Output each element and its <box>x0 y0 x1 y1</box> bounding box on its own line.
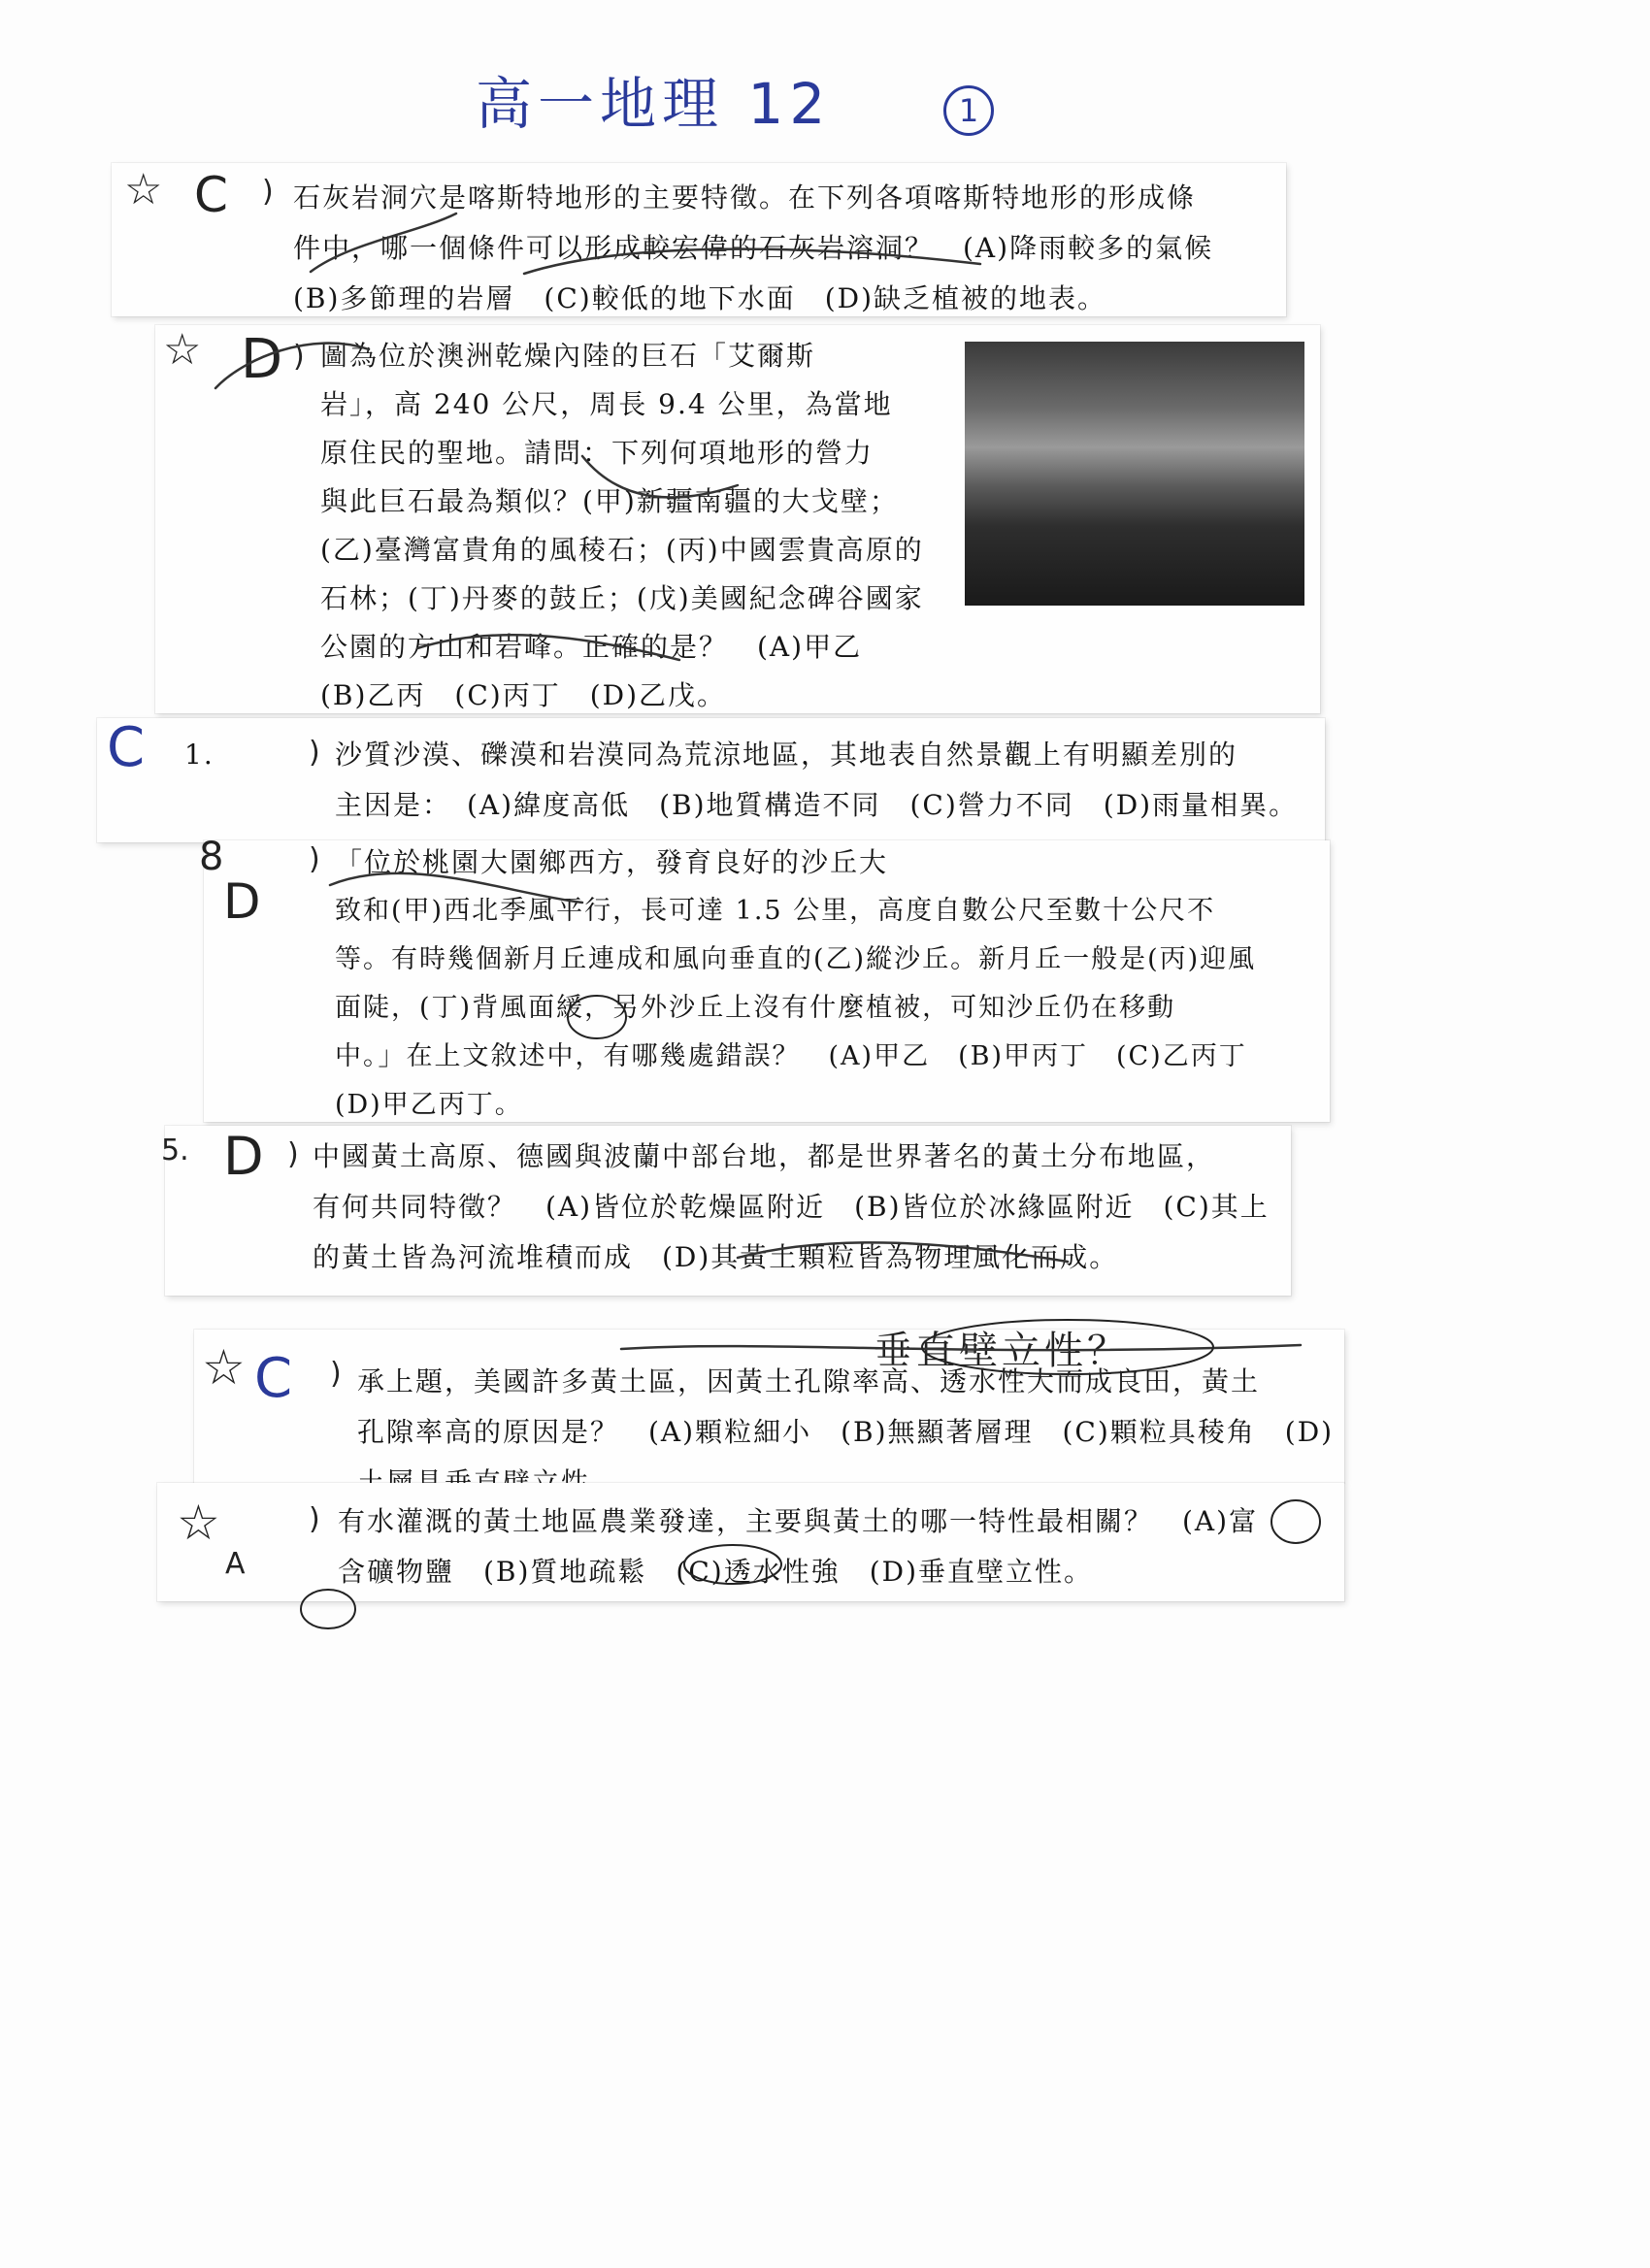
question-line: 原住民的聖地。請問：下列何項地形的營力 <box>320 437 874 469</box>
star-mark: ☆ <box>163 325 202 375</box>
question-line: 等。有時幾個新月丘連成和風向垂直的(乙)縱沙丘。新月丘一般是(丙)迎風 <box>335 944 1257 974</box>
question-line: 致和(甲)西北季風平行，長可達 1.5 公里，高度自數公尺至數十公尺不 <box>335 896 1216 926</box>
question-line: (乙)臺灣富貴角的風稜石；(丙)中國雲貴高原的 <box>320 534 924 566</box>
question-line: 有水灌溉的黃土地區農業發達，主要與黃土的哪一特性最相關？ (A)富 <box>338 1505 1259 1537</box>
answer-mark: C <box>254 1347 293 1410</box>
question-text <box>338 1496 1258 1597</box>
question-line: (B)乙丙 (C)丙丁 (D)乙戊。 <box>320 679 726 711</box>
question-text <box>313 1132 1270 1283</box>
question-text <box>320 332 924 720</box>
question-line: 中國黃土高原、德國與波蘭中部台地，都是世界著名的黃土分布地區， <box>313 1140 1216 1172</box>
answer-mark: C <box>107 716 146 779</box>
answer-paren: ) <box>309 842 320 876</box>
question-text <box>335 838 888 887</box>
star-mark: ☆ <box>177 1495 220 1551</box>
question-line: 石灰岩洞穴是喀斯特地形的主要特徵。在下列各項喀斯特地形的形成條 <box>293 181 1197 214</box>
handwritten-title: 高一地理 12 <box>476 71 832 137</box>
question-line: 承上題，美國許多黃土區，因黃土孔隙率高、透水性大而成良田，黃土 <box>357 1365 1261 1397</box>
star-mark: ☆ <box>124 165 163 214</box>
answer-paren: ) <box>262 175 274 209</box>
answer-mark: A <box>225 1547 246 1581</box>
question-line: 中。」在上文敘述中，有哪幾處錯誤？ (A)甲乙 (B)甲丙丁 (C)乙丙丁 <box>335 1041 1247 1071</box>
answer-mark: C <box>194 167 228 223</box>
handwritten-note: 垂直壁立性？ <box>874 1329 1130 1373</box>
question-number: 1. <box>184 739 214 771</box>
answer-mark: D <box>241 328 283 391</box>
answer-mark: D <box>223 873 261 930</box>
question-line: 圖為位於澳洲乾燥內陸的巨石「艾爾斯 <box>320 340 816 372</box>
question-line: 有何共同特徵？ (A)皆位於乾燥區附近 (B)皆位於冰緣區附近 (C)其上 <box>313 1191 1270 1223</box>
star-mark: 8 <box>199 835 224 879</box>
question-line: 與此巨石最為類似？(甲)新疆南疆的大戈壁； <box>320 485 899 517</box>
question-line: 件中，哪一個條件可以形成較宏偉的石灰岩溶洞？ (A)降雨較多的氣候 <box>293 232 1214 264</box>
question-line: 岩」，高 240 公尺，周長 9.4 公里，為當地 <box>320 388 893 420</box>
question-number-mark: 5. <box>161 1134 189 1167</box>
question-line: 沙質沙漠、礫漠和岩漠同為荒涼地區，其地表自然景觀上有明顯差別的 <box>335 739 1238 771</box>
question-text <box>293 173 1213 324</box>
question-line: 主因是： (A)緯度高低 (B)地質構造不同 (C)營力不同 (D)雨量相異。 <box>335 789 1299 821</box>
question-line: 含礦物鹽 (B)質地疏鬆 (C)透水性強 (D)垂直壁立性。 <box>338 1556 1093 1588</box>
answer-paren: ) <box>309 736 320 770</box>
question-line: 石林；(丁)丹麥的鼓丘；(戊)美國紀念碑谷國家 <box>320 582 924 614</box>
star-mark: ☆ <box>202 1339 246 1396</box>
page-number-circle: 1 <box>943 85 994 136</box>
question-text <box>335 887 1256 1130</box>
question-line: (B)多節理的岩層 (C)較低的地下水面 (D)缺乏植被的地表。 <box>293 282 1106 314</box>
question-line: 「位於桃園大園鄉西方，發育良好的沙丘大 <box>335 846 889 878</box>
answer-mark: D <box>223 1126 264 1187</box>
ayers-rock-photo <box>965 342 1304 606</box>
question-line: 面陡，(丁)背風面緩，另外沙丘上沒有什麼植被，可知沙丘仍在移動 <box>335 993 1176 1023</box>
question-text <box>335 730 1298 831</box>
answer-paren: ) <box>287 1137 299 1171</box>
question-line: (D)甲乙丙丁。 <box>335 1090 523 1120</box>
answer-paren: ) <box>330 1357 342 1391</box>
question-line: 公園的方山和岩峰。正確的是？ (A)甲乙 <box>320 631 863 663</box>
question-line: 孔隙率高的原因是？ (A)顆粒細小 (B)無顯著層理 (C)顆粒具稜角 (D) <box>357 1416 1335 1448</box>
answer-paren: ) <box>309 1502 320 1536</box>
answer-paren: ) <box>293 340 305 374</box>
question-line: 的黃土皆為河流堆積而成 (D)其黃土顆粒皆為物理風化而成。 <box>313 1241 1119 1273</box>
